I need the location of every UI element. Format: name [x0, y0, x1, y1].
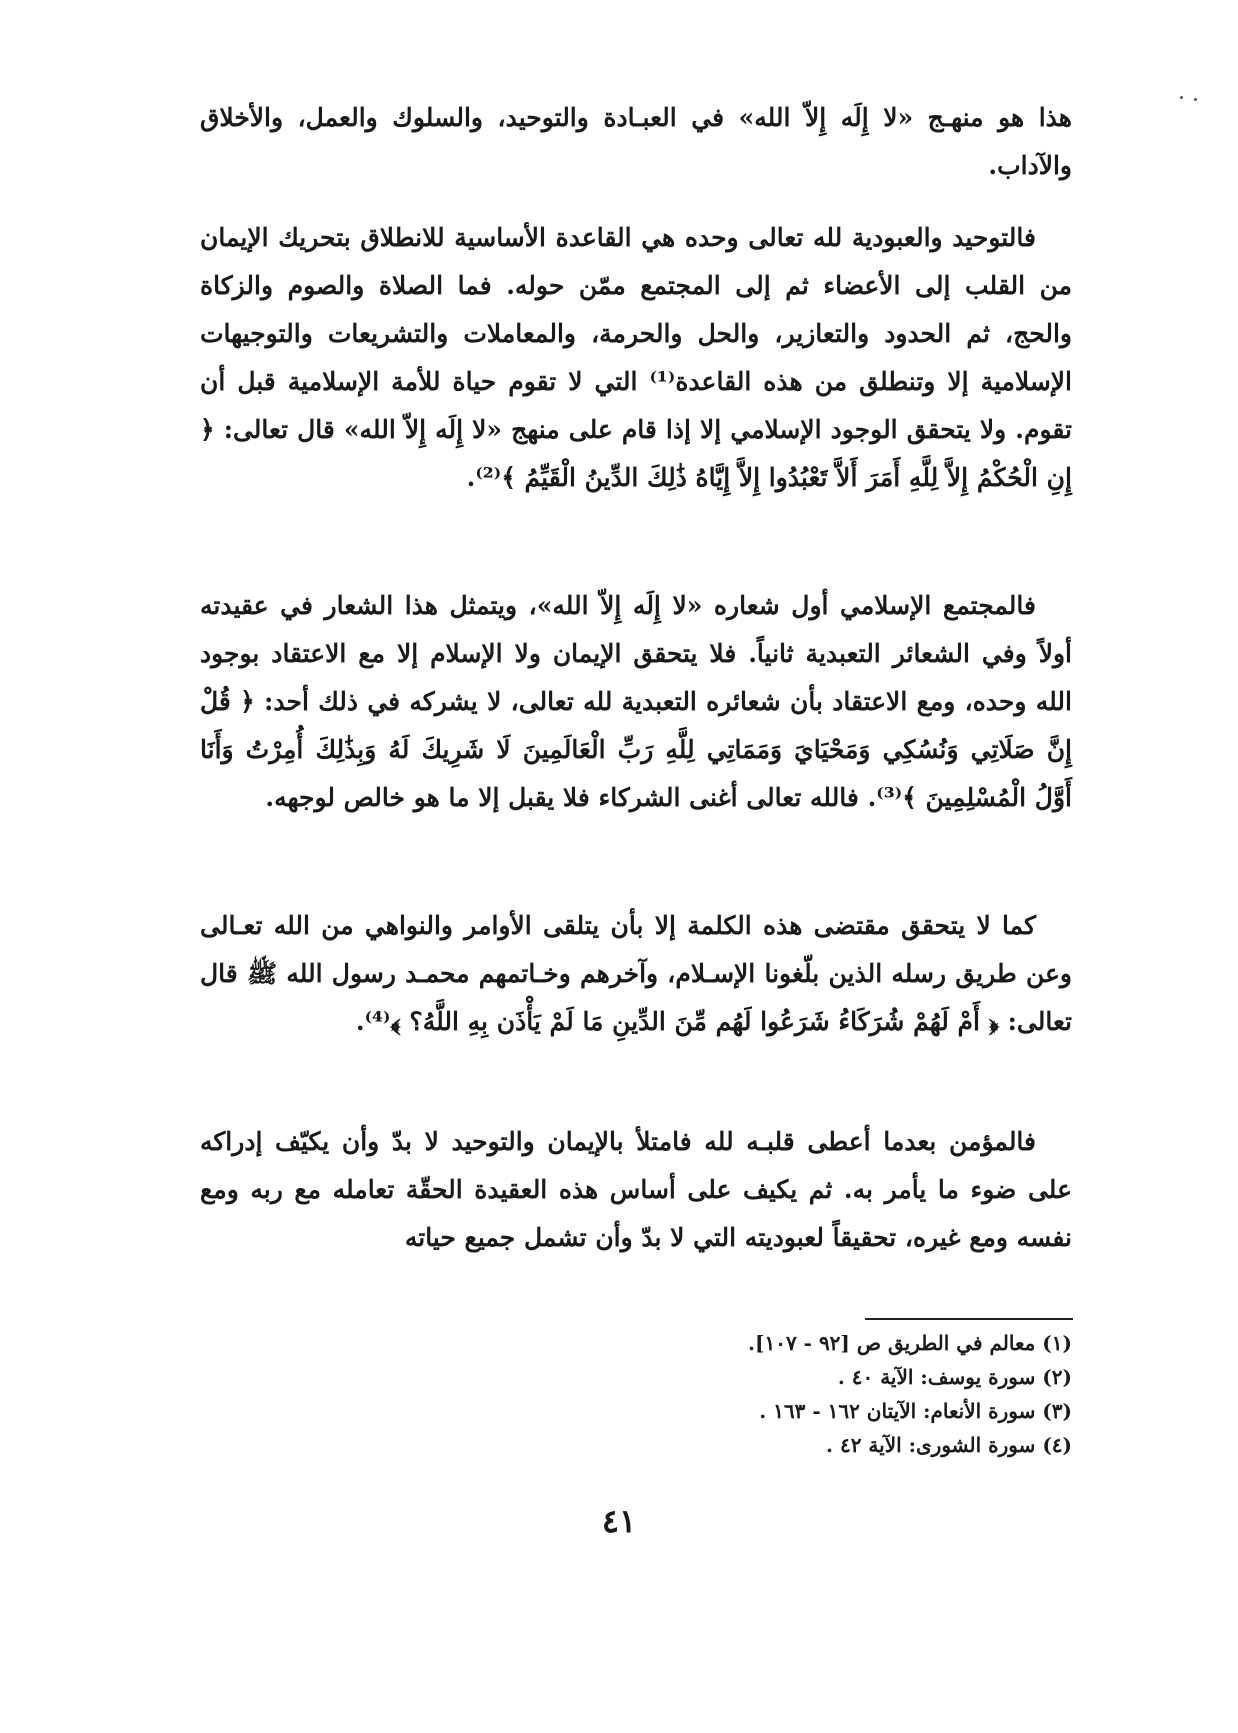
footnotes-list	[500, 1326, 1072, 1462]
footnote-2: (٢) سورة يوسف: الآية ٤٠ .	[837, 1365, 1072, 1389]
speck	[1180, 96, 1183, 99]
footnote-1: (١) معالم في الطريق ص [٩٢ - ١٠٧].	[748, 1331, 1072, 1355]
speck	[1194, 98, 1197, 101]
footnote-separator	[865, 1318, 1073, 1320]
paragraph-5: فالمؤمن بعدما أعطى قلبـه لله فامتلأ بالإيمان والتوحيد لا بدّ وأن يكيّف إدراكه على ضوء ما يأمر به. ثم يكيف على أساس هذه العقيدة الحقّة تعامله مع ربه ومع نفسه ومع غيره، تحقيقاً لعبوديته التي لا بدّ وأن تشمل جميع حياته	[200, 1127, 1072, 1252]
paragraph-2: فالتوحيد والعبودية لله تعالى وحده هي القاعدة الأساسية للانطلاق بتحريك الإيمان من القلب إلى الأعضاء ثم إلى المجتمع ممّن حوله. فما الصلاة والصوم والزكاة والحج، ثم الحدود والتعازير، والحل والحرمة، والمعاملات والتشريعات والتوجيهات الإسلامية إلا وتنطلق من هذه القاعدة⁽¹⁾ التي لا تقوم حياة للأمة الإسلامية قبل أن تقوم. ولا يتحقق الوجود الإسلامي إلا إذا قام على منهج «لا إِلَه إِلاّ الله» قال تعالى: ﴿ إِنِ الْحُكْمُ إِلاَّ لِلَّهِ أَمَرَ أَلاَّ تَعْبُدُوا إِلاَّ إِيَّاهُ ذَٰلِكَ الدِّينُ الْقَيِّمُ ﴾⁽²⁾.	[200, 223, 1072, 492]
footnote-3: (٣) سورة الأنعام: الآيتان ١٦٢ - ١٦٣ .	[759, 1399, 1072, 1423]
paragraph-1: هذا هو منهـج «لا إِلَه إِلاّ الله» في العبـادة والتوحيد، والسلوك والعمل، والأخلاق والآداب.	[200, 103, 1072, 180]
paragraph-3: فالمجتمع الإسلامي أول شعاره «لا إِلَه إِلاّ الله»، ويتمثل هذا الشعار في عقيدته أولاً وفي الشعائر التعبدية ثانياً. فلا يتحقق الإيمان ولا الإسلام إلا مع الاعتقاد بوجود الله وحده، ومع الاعتقاد بأن شعائره التعبدية لله تعالى، لا يشركه في ذلك أحد: ﴿ قُلْ إِنَّ صَلَاتِي وَنُسُكِي وَمَحْيَايَ وَمَمَاتِي لِلَّهِ رَبِّ الْعَالَمِينَ لَا شَرِيكَ لَهُ وَبِذَٰلِكَ أُمِرْتُ وَأَنَا أَوَّلُ الْمُسْلِمِينَ ﴾⁽³⁾. فالله تعالى أغنى الشركاء فلا يقبل إلا ما هو خالص لوجهه.	[200, 591, 1072, 812]
paragraph-4: كما لا يتحقق مقتضى هذه الكلمة إلا بأن يتلقى الأوامر والنواهي من الله تعـالى وعن طريق رسله الذين بلّغونا الإسـلام، وآخرهم وخـاتمهم محمـد رسول الله ﷺ قال تعالى: ﴿ أَمْ لَهُمْ شُرَكَاءُ شَرَعُوا لَهُم مِّنَ الدِّينِ مَا لَمْ يَأْذَن بِهِ اللَّهُ؟ ﴾⁽⁴⁾.	[200, 911, 1072, 1036]
page-number: ٤١	[601, 1502, 637, 1540]
footnote-4: (٤) سورة الشورى: الآية ٤٢ .	[826, 1433, 1072, 1457]
scan-specks	[1180, 96, 1198, 100]
